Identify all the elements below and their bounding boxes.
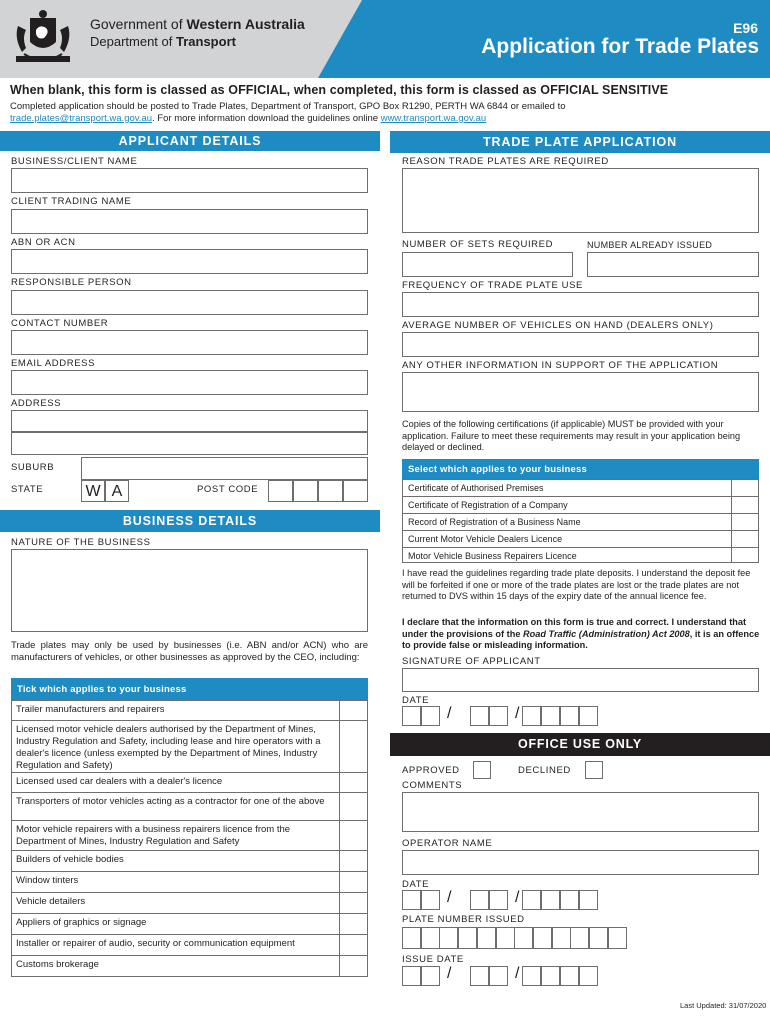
- declined-checkbox[interactable]: [585, 761, 603, 779]
- address-label: ADDRESS: [11, 398, 62, 409]
- business-name-field[interactable]: [11, 168, 368, 193]
- business-option-checkbox[interactable]: [340, 773, 367, 791]
- frequency-field[interactable]: [402, 292, 759, 317]
- date-digit-box[interactable]: [541, 706, 560, 726]
- date-digit-box[interactable]: [421, 706, 440, 726]
- trade-plate-application-heading: TRADE PLATE APPLICATION: [390, 131, 770, 153]
- certification-copies-note: Copies of the following certifications (if applicable) MUST be provided with your application. Failure to meet these requirements may result in your application being delayed or declined.: [402, 419, 741, 452]
- date-digit-box[interactable]: [522, 890, 541, 910]
- date-digit-box[interactable]: [560, 966, 579, 986]
- date-digit-box[interactable]: [402, 890, 421, 910]
- deposit-guidelines-note: I have read the guidelines regarding trade plate deposits. I understand the deposit fee will be forfeited if one or more of the trade plates are lost or the trade plates are not returned to DVS within 15 days of the expiry date of the annual licence fee.: [402, 568, 751, 601]
- certification-row: Certificate of Authorised Premises: [408, 483, 544, 493]
- date-digit-box[interactable]: [421, 966, 440, 986]
- responsible-person-label: RESPONSIBLE PERSON: [11, 277, 132, 288]
- date-digit-box[interactable]: [522, 706, 541, 726]
- frequency-label: FREQUENCY OF TRADE PLATE USE: [402, 280, 583, 291]
- certification-checkbox[interactable]: [732, 548, 758, 563]
- already-issued-label: NUMBER ALREADY ISSUED: [587, 240, 713, 250]
- table-row-divider: [11, 892, 368, 893]
- date-separator: /: [447, 889, 452, 906]
- date-digit-box[interactable]: [560, 706, 579, 726]
- date-digit-box[interactable]: [470, 706, 489, 726]
- responsible-person-field[interactable]: [11, 290, 368, 315]
- signature-label: SIGNATURE OF APPLICANT: [402, 656, 541, 667]
- date-digit-box[interactable]: [541, 966, 560, 986]
- last-updated: Last Updated: 31/07/2020: [680, 1001, 767, 1010]
- certification-checkbox[interactable]: [732, 531, 758, 546]
- business-option-row: Motor vehicle repairers with a business repairers licence from the Department of Mines, Industry Regulation and Safety: [16, 824, 291, 847]
- certification-checkbox[interactable]: [732, 480, 758, 495]
- date-separator: /: [447, 965, 452, 982]
- plate-number-box[interactable]: [570, 927, 589, 949]
- business-option-row: Licensed motor vehicle dealers authorised by the Department of Mines, Industry Regulation and Safety, including lease and hire operators with a dealer's licence (unless exempted by the Department of Mines, Industry Regulation and Safety): [16, 724, 321, 771]
- state-letter-a: A: [105, 480, 129, 502]
- table-row-divider: [11, 955, 368, 956]
- reason-field[interactable]: [402, 168, 759, 233]
- state-label: STATE: [11, 484, 44, 495]
- other-info-field[interactable]: [402, 372, 759, 412]
- declaration-statement: I declare that the information on this form is true and correct. I understand that under the provisions of the Road Traffic (Administration) Act 2008, it is an offence to provide false or misleading information.: [402, 617, 760, 650]
- average-vehicles-field[interactable]: [402, 332, 759, 357]
- date-digit-box[interactable]: [470, 966, 489, 986]
- business-option-row: Builders of vehicle bodies: [16, 854, 124, 865]
- trading-name-label: CLIENT TRADING NAME: [11, 196, 132, 207]
- business-option-checkbox[interactable]: [340, 851, 367, 870]
- table-row-divider: [11, 792, 368, 793]
- plate-number-box[interactable]: [533, 927, 552, 949]
- abn-label: ABN OR ACN: [11, 237, 76, 248]
- approved-label: APPROVED: [402, 765, 460, 776]
- date-digit-box[interactable]: [470, 890, 489, 910]
- business-option-checkbox[interactable]: [340, 935, 367, 954]
- business-option-row: Window tinters: [16, 875, 79, 886]
- plate-number-label: PLATE NUMBER ISSUED: [402, 914, 525, 925]
- plate-number-box[interactable]: [421, 927, 440, 949]
- date-digit-box[interactable]: [402, 706, 421, 726]
- plate-number-box[interactable]: [514, 927, 533, 949]
- suburb-label: SUBURB: [11, 462, 55, 473]
- cert-row-divider: [402, 513, 759, 514]
- business-option-checkbox[interactable]: [340, 821, 367, 849]
- date-separator: /: [447, 705, 452, 722]
- applicant-date-label: DATE: [402, 695, 430, 706]
- date-digit-box[interactable]: [402, 966, 421, 986]
- signature-field[interactable]: [402, 668, 759, 692]
- comments-field[interactable]: [402, 792, 759, 832]
- average-vehicles-label: AVERAGE NUMBER OF VEHICLES ON HAND (DEALERS ONLY): [402, 320, 714, 331]
- sets-required-field[interactable]: [402, 252, 573, 277]
- operator-name-field[interactable]: [402, 850, 759, 875]
- date-digit-box[interactable]: [489, 706, 508, 726]
- postcode-digit-3[interactable]: [318, 480, 343, 502]
- plate-number-box[interactable]: [477, 927, 496, 949]
- date-digit-box[interactable]: [489, 890, 508, 910]
- form-code: E96: [733, 20, 758, 36]
- plate-number-box[interactable]: [552, 927, 571, 949]
- certification-row: Certificate of Registration of a Company: [408, 500, 568, 510]
- certification-row: Record of Registration of a Business Name: [408, 517, 581, 527]
- cert-row-divider: [402, 496, 759, 497]
- contact-number-field[interactable]: [11, 330, 368, 355]
- already-issued-field[interactable]: [587, 252, 759, 277]
- plate-number-box[interactable]: [458, 927, 477, 949]
- postcode-digit-1[interactable]: [268, 480, 293, 502]
- date-digit-box[interactable]: [421, 890, 440, 910]
- plate-number-box[interactable]: [439, 927, 458, 949]
- instructions-line: Completed application should be posted to Trade Plates, Department of Transport, GPO Box R1290, PERTH WA 6844 or emailed to: [10, 101, 566, 112]
- approved-checkbox[interactable]: [473, 761, 491, 779]
- email-address-label: EMAIL ADDRESS: [11, 358, 95, 369]
- reason-label: REASON TRADE PLATES ARE REQUIRED: [402, 156, 609, 167]
- department-name: Department of Transport: [90, 34, 236, 49]
- cert-row-divider: [402, 530, 759, 531]
- government-name: Government of Western Australia: [90, 16, 305, 32]
- comments-label: COMMENTS: [402, 780, 463, 791]
- business-option-row: Customs brokerage: [16, 959, 99, 970]
- business-option-row: Trailer manufacturers and repairers: [16, 704, 165, 715]
- plate-number-box[interactable]: [589, 927, 608, 949]
- plate-number-box[interactable]: [402, 927, 421, 949]
- applicant-details-heading: APPLICANT DETAILS: [0, 131, 380, 151]
- plate-number-box[interactable]: [496, 927, 515, 949]
- business-option-checkbox[interactable]: [340, 893, 367, 912]
- business-option-row: Vehicle detailers: [16, 896, 86, 907]
- email-link[interactable]: trade.plates@transport.wa.gov.au: [10, 113, 153, 124]
- trade-plates-eligibility-note: Trade plates may only be used by businesses (i.e. ABN and/or ACN) who are manufacturers of vehicles, or other businesses as approved by the CEO, including:: [11, 640, 368, 663]
- business-option-checkbox[interactable]: [340, 956, 367, 976]
- abn-field[interactable]: [11, 249, 368, 274]
- table-row-divider: [11, 720, 368, 721]
- website-link[interactable]: www.transport.wa.gov.au: [380, 113, 487, 124]
- business-option-checkbox[interactable]: [340, 721, 367, 771]
- date-separator: /: [515, 965, 520, 982]
- postcode-digit-4[interactable]: [343, 480, 368, 502]
- select-business-heading: Select which applies to your business: [402, 459, 759, 479]
- certification-row: Motor Vehicle Business Repairers Licence: [408, 551, 577, 561]
- issue-date-label: ISSUE DATE: [402, 954, 464, 965]
- office-date-label: DATE: [402, 879, 430, 890]
- address-field-line-2[interactable]: [11, 432, 368, 455]
- email-address-field[interactable]: [11, 370, 368, 395]
- certification-checkbox[interactable]: [732, 497, 758, 512]
- instructions-line-2: trade.plates@transport.wa.gov.au. For more information download the guidelines online www.transport.wa.gov.au: [10, 113, 487, 124]
- date-digit-box[interactable]: [579, 890, 598, 910]
- table-row-divider: [11, 913, 368, 914]
- business-option-checkbox[interactable]: [340, 872, 367, 891]
- cert-row-divider: [402, 547, 759, 548]
- date-digit-box[interactable]: [522, 966, 541, 986]
- business-option-checkbox[interactable]: [340, 914, 367, 933]
- postcode-label: POST CODE: [197, 484, 259, 495]
- classification-notice: When blank, this form is classed as OFFICIAL, when completed, this form is classed as OFFICIAL SENSITIVE: [10, 83, 669, 97]
- business-option-checkbox[interactable]: [340, 793, 367, 819]
- trading-name-field[interactable]: [11, 209, 368, 234]
- declined-label: DECLINED: [518, 765, 571, 776]
- certification-row: Current Motor Vehicle Dealers Licence: [408, 534, 563, 544]
- date-separator: /: [515, 889, 520, 906]
- business-option-row: Appliers of graphics or signage: [16, 917, 147, 928]
- date-separator: /: [515, 705, 520, 722]
- wa-coat-of-arms-icon: [10, 8, 76, 70]
- table-row-divider: [11, 820, 368, 821]
- state-letter-w: W: [81, 480, 105, 502]
- nature-of-business-label: NATURE OF THE BUSINESS: [11, 537, 151, 548]
- business-option-row: Licensed used car dealers with a dealer's licence: [16, 776, 223, 787]
- address-field-line-1[interactable]: [11, 410, 368, 432]
- table-row-divider: [11, 772, 368, 773]
- table-row-divider: [11, 934, 368, 935]
- form-title: Application for Trade Plates: [481, 35, 759, 58]
- business-details-heading: BUSINESS DETAILS: [0, 510, 380, 532]
- nature-of-business-field[interactable]: [11, 549, 368, 632]
- date-digit-box[interactable]: [541, 890, 560, 910]
- business-option-checkbox[interactable]: [340, 701, 367, 719]
- table-row-divider: [11, 850, 368, 851]
- business-name-label: BUSINESS/CLIENT NAME: [11, 156, 138, 167]
- sets-required-label: NUMBER OF SETS REQUIRED: [402, 239, 554, 250]
- date-digit-box[interactable]: [579, 966, 598, 986]
- business-option-row: Transporters of motor vehicles acting as a contractor for one of the above: [16, 796, 325, 807]
- tick-business-heading: Tick which applies to your business: [11, 678, 368, 700]
- contact-number-label: CONTACT NUMBER: [11, 318, 109, 329]
- date-digit-box[interactable]: [560, 890, 579, 910]
- plate-number-box[interactable]: [608, 927, 627, 949]
- date-digit-box[interactable]: [579, 706, 598, 726]
- date-digit-box[interactable]: [489, 966, 508, 986]
- business-option-row: Installer or repairer of audio, security or communication equipment: [16, 938, 295, 949]
- other-info-label: ANY OTHER INFORMATION IN SUPPORT OF THE APPLICATION: [402, 360, 719, 371]
- certification-checkbox[interactable]: [732, 514, 758, 529]
- postcode-digit-2[interactable]: [293, 480, 318, 502]
- suburb-field[interactable]: [81, 457, 368, 480]
- table-row-divider: [11, 871, 368, 872]
- operator-name-label: OPERATOR NAME: [402, 838, 493, 849]
- office-use-heading: OFFICE USE ONLY: [390, 733, 770, 756]
